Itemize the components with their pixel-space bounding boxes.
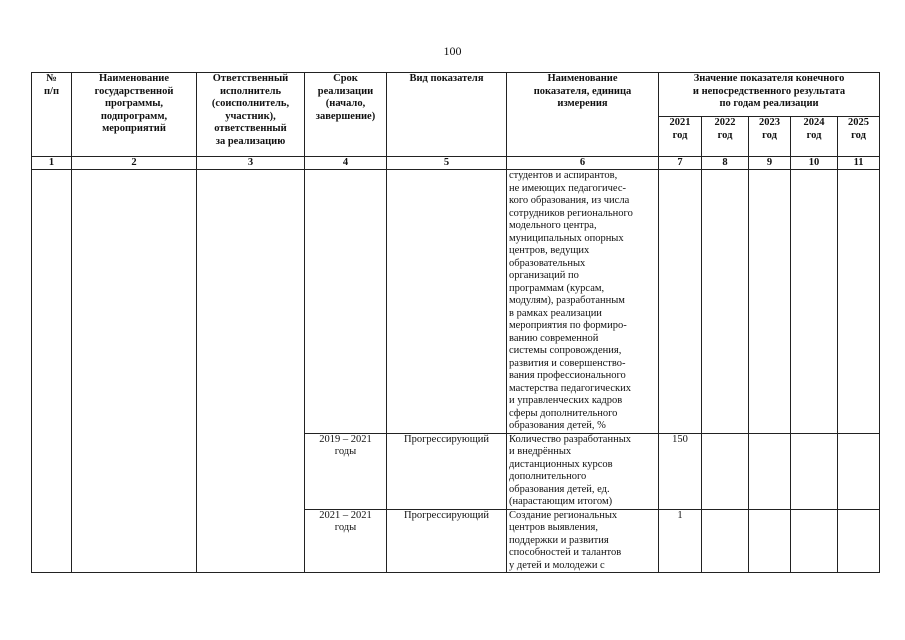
cell-value-2023 (749, 509, 791, 573)
cell-indicator-type: Прогрессирующий (387, 509, 507, 573)
cell-indicator-name: студентов и аспирантов, не имеющих педагогичес- кого образования, из числа сотрудников регионального модельного центра, муниципальных опорных центров, ведущих образовательных организаций по программам (курсам, модулям), разработанным в рамках реализации мероприятия по формиро- ванию современной системы сопровождения, развития и совершенство- вания профессионального мастерства педагогических и управленческих кадров сферы дополнительного образования детей, % (507, 170, 659, 434)
header-year-2024: 2024 год (791, 117, 838, 157)
column-numbers-row (32, 157, 880, 170)
column-number: 4 (305, 157, 387, 170)
cell-value-2021 (659, 170, 702, 434)
column-number: 5 (387, 157, 507, 170)
header-col-number: № п/п (32, 73, 72, 157)
cell-value-2024 (791, 509, 838, 573)
cell-value-2025 (838, 433, 880, 509)
cell-indicator-name: Создание региональных центров выявления, поддержки и развития способностей и талантов у детей и молодежи с (507, 509, 659, 573)
cell-value-2022 (702, 509, 749, 573)
header-year-2021: 2021 год (659, 117, 702, 157)
cell-number (32, 170, 72, 573)
column-number: 6 (507, 157, 659, 170)
header-col-responsible: Ответственный исполнитель (соисполнитель, участник), ответственный за реализацию (197, 73, 305, 157)
cell-value-2023 (749, 170, 791, 434)
column-number: 7 (659, 157, 702, 170)
indicators-table (31, 72, 880, 573)
column-number: 3 (197, 157, 305, 170)
header-year-2023: 2023 год (749, 117, 791, 157)
cell-value-2025 (838, 509, 880, 573)
header-year-2025: 2025 год (838, 117, 880, 157)
table-row (32, 170, 880, 434)
cell-indicator-type: Прогрессирующий (387, 433, 507, 509)
header-col-term: Срок реализации (начало, завершение) (305, 73, 387, 157)
cell-value-2021: 1 (659, 509, 702, 573)
column-number: 8 (702, 157, 749, 170)
cell-term (305, 170, 387, 434)
cell-responsible (197, 170, 305, 573)
cell-value-2024 (791, 170, 838, 434)
cell-value-2024 (791, 433, 838, 509)
column-number: 9 (749, 157, 791, 170)
cell-value-2025 (838, 170, 880, 434)
page-number: 100 (443, 44, 462, 58)
cell-indicator-type (387, 170, 507, 434)
column-number: 10 (791, 157, 838, 170)
cell-value-2021: 150 (659, 433, 702, 509)
header-col-indicator-type: Вид показателя (387, 73, 507, 157)
column-number: 1 (32, 157, 72, 170)
cell-term: 2021 – 2021 годы (305, 509, 387, 573)
column-number: 11 (838, 157, 880, 170)
cell-indicator-name: Количество разработанных и внедрённых дистанционных курсов дополнительного образования детей, ед. (нарастающим итогом) (507, 433, 659, 509)
header-col-indicator-name: Наименование показателя, единица измерения (507, 73, 659, 157)
cell-value-2022 (702, 170, 749, 434)
header-year-2022: 2022 год (702, 117, 749, 157)
header-values-group: Значение показателя конечного и непосредственного результата по годам реализации (659, 73, 880, 117)
column-number: 2 (72, 157, 197, 170)
cell-program (72, 170, 197, 573)
cell-value-2023 (749, 433, 791, 509)
cell-value-2022 (702, 433, 749, 509)
header-col-program: Наименование государственной программы, подпрограмм, мероприятий (72, 73, 197, 157)
cell-term: 2019 – 2021 годы (305, 433, 387, 509)
